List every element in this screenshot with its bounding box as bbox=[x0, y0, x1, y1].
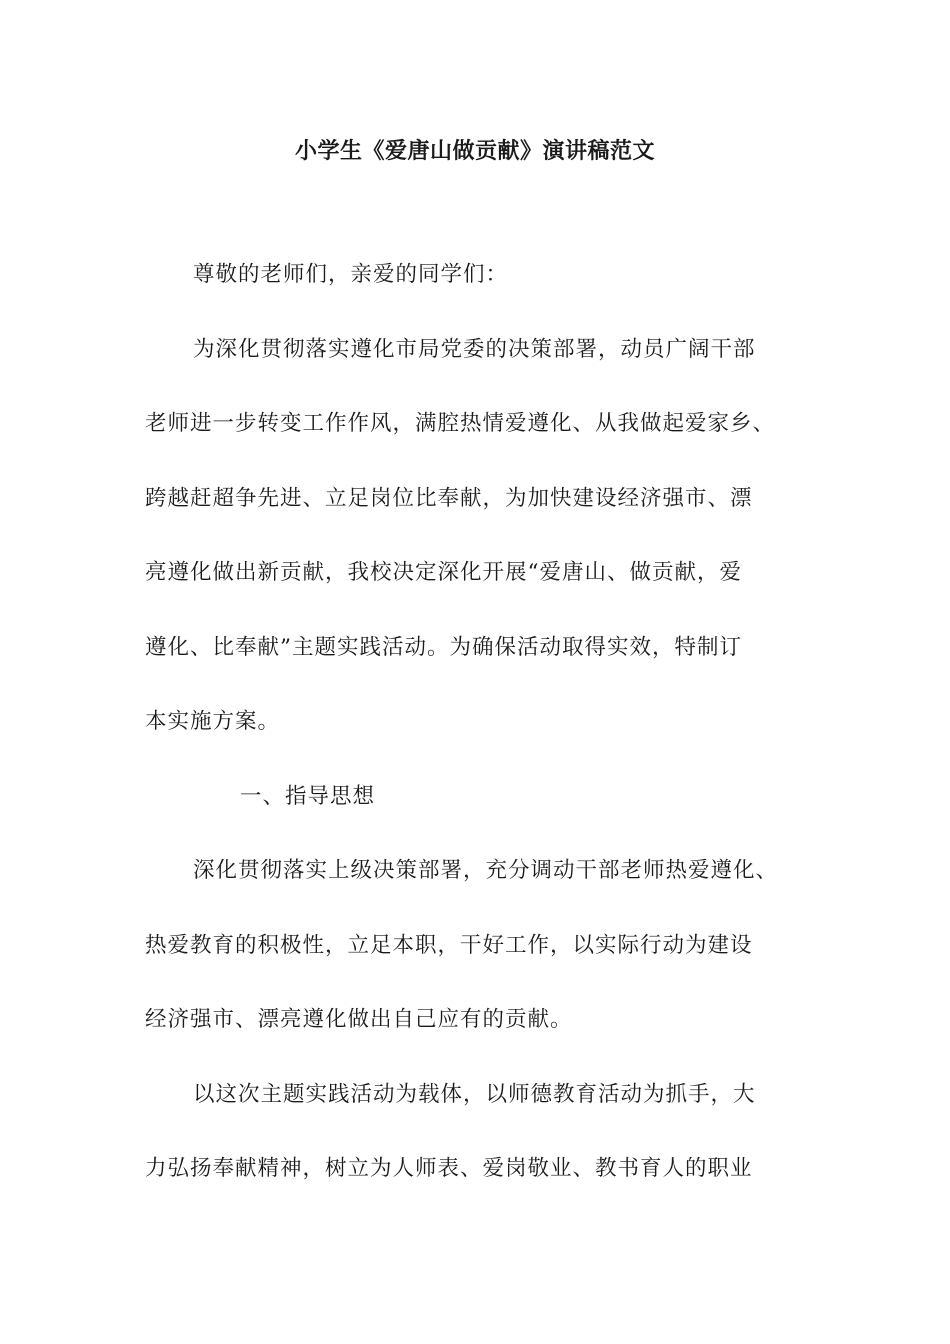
paragraph-line: 为深化贯彻落实遵化市局党委的决策部署，动员广阔干部 bbox=[193, 336, 756, 362]
section-heading: 一、指导思想 bbox=[240, 783, 376, 809]
salutation-line: 尊敬的老师们，亲爱的同学们： bbox=[193, 262, 509, 287]
document-body bbox=[145, 255, 815, 1224]
paragraph-line: 本实施方案。 bbox=[145, 709, 281, 734]
paragraph-line: 以这次主题实践活动为载体，以师德教育活动为抓手，大 bbox=[193, 1081, 756, 1107]
paragraph-line: 亮遵化做出新贡献，我校决定深化开展“爱唐山、做贡献，爱 bbox=[145, 560, 742, 585]
paragraph-line: 遵化、比奉献”主题实践活动。为确保活动取得实效，特制订 bbox=[145, 634, 742, 660]
document-title: 小学生《爱唐山做贡献》演讲稿范文 bbox=[294, 139, 655, 164]
paragraph-line: 深化贯彻落实上级决策部署，充分调动干部老师热爱遵化、 bbox=[193, 858, 779, 883]
paragraph-line: 经济强市、漂亮遵化做出自己应有的贡献。 bbox=[145, 1007, 573, 1032]
paragraph-line: 老师进一步转变工作作风，满腔热情爱遵化、从我做起爱家乡、 bbox=[145, 411, 776, 436]
paragraph-line: 力弘扬奉献精神，树立为人师表、爱岗敬业、教书育人的职业 bbox=[145, 1156, 753, 1181]
paragraph-line: 热爱教育的积极性，立足本职，干好工作，以实际行动为建设 bbox=[145, 932, 753, 958]
paragraph-line: 跨越赶超争先进、立足岗位比奉献，为加快建设经济强市、漂 bbox=[145, 485, 753, 511]
